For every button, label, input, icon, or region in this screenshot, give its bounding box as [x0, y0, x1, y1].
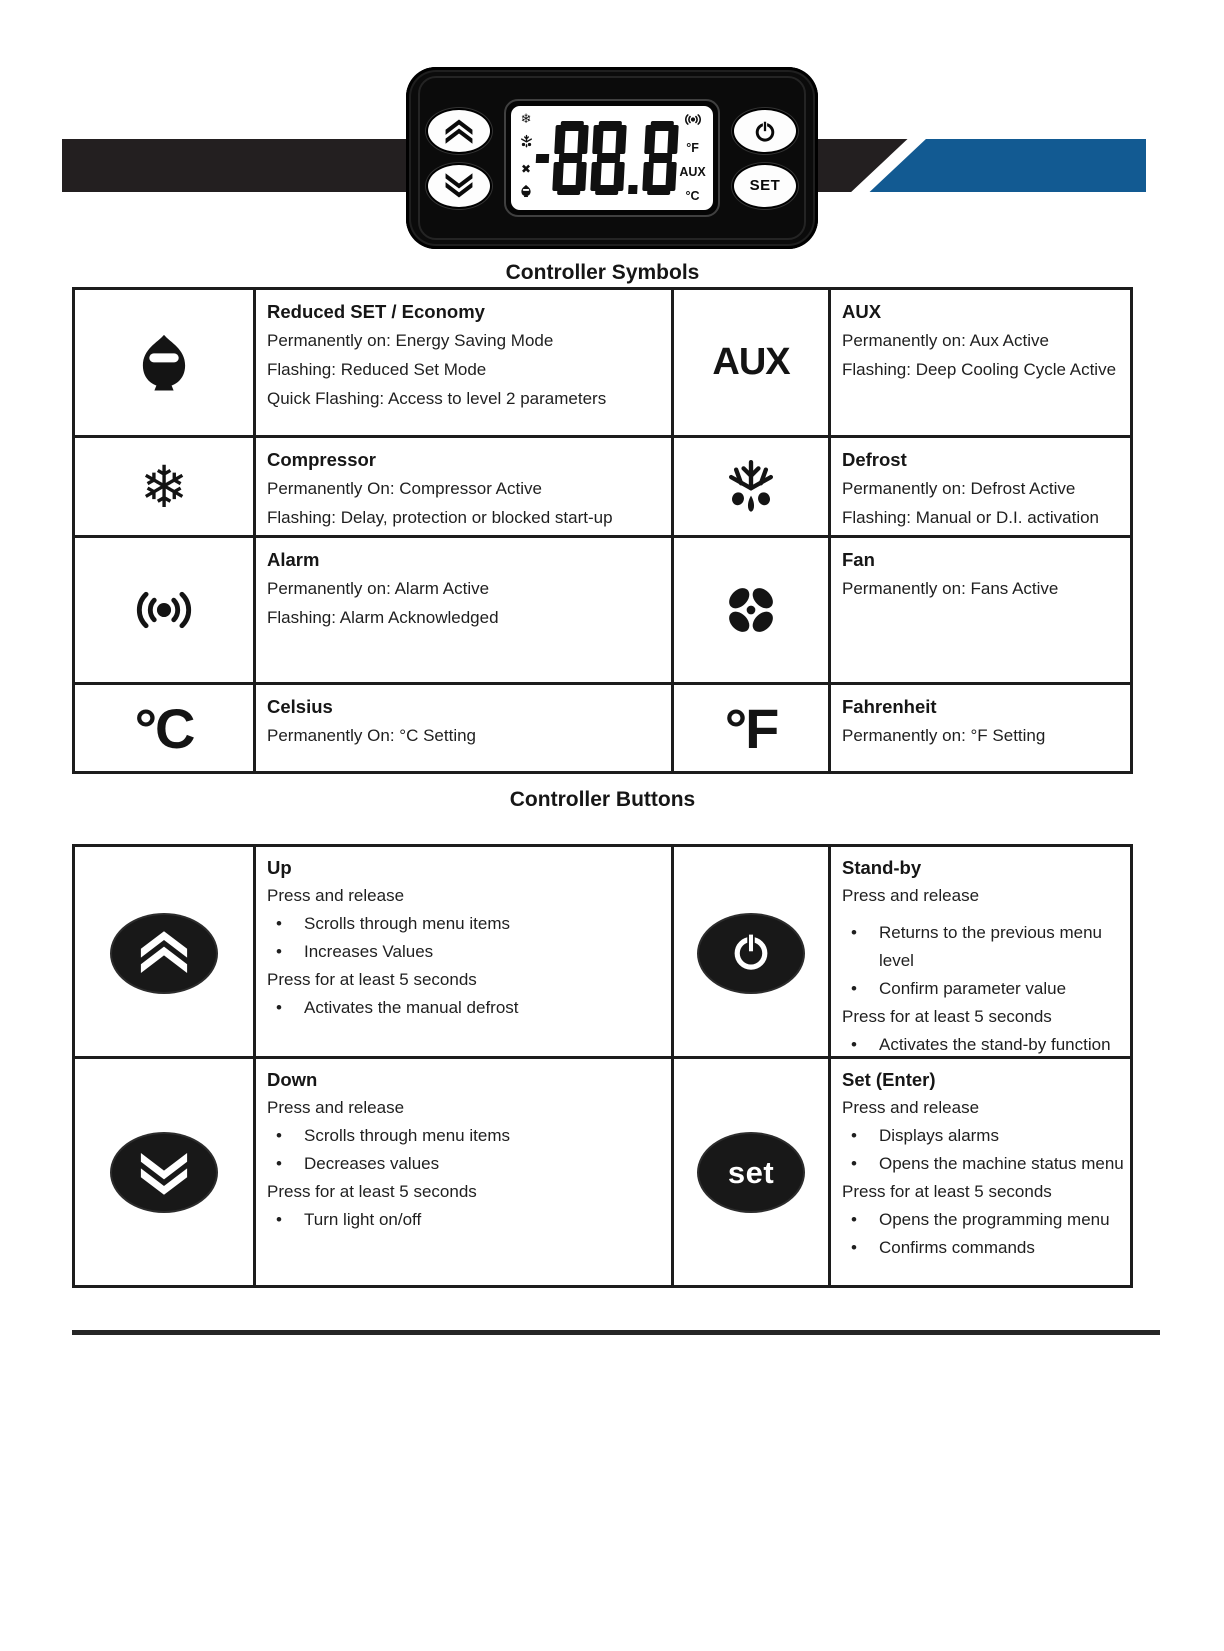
- press-5s-label: Press for at least 5 seconds: [842, 1182, 1052, 1201]
- cell-line: Permanently on: Alarm Active: [267, 579, 490, 598]
- defrost-icon: [519, 134, 534, 154]
- lcd-display: [511, 106, 713, 210]
- bullet-item: • Displays alarms: [842, 1122, 1126, 1150]
- down-button-icon: [75, 1059, 253, 1285]
- symbols-heading: Controller Symbols: [505, 261, 700, 284]
- symbol-desc-aux: [828, 290, 1130, 435]
- economy-icon: [75, 290, 253, 435]
- defrost-icon: [671, 438, 828, 535]
- cell-title: Down: [267, 1069, 318, 1090]
- cell-title: Set (Enter): [842, 1069, 936, 1090]
- device-left-buttons: [428, 110, 490, 207]
- cell-title: Alarm: [267, 549, 320, 570]
- bullet-item: • Turn light on/off: [267, 1206, 667, 1234]
- bullet-item: • Opens the programming menu: [842, 1206, 1126, 1234]
- chevrons-down-icon: [136, 1148, 192, 1197]
- set-button-label: set: [727, 1154, 775, 1190]
- cell-line: Quick Flashing: Access to level 2 parameters: [267, 389, 607, 408]
- fan-icon: [671, 538, 828, 682]
- device-set-button: [734, 165, 796, 207]
- bullet-item: • Confirm parameter value: [842, 975, 1126, 1003]
- lcd-fahrenheit-label: °F: [686, 141, 699, 155]
- table-row: [75, 847, 1130, 1056]
- table-row: [75, 435, 1130, 535]
- buttons-table: [72, 844, 1133, 1288]
- lcd-right-icons: [679, 113, 706, 203]
- press-release-label: Press and release: [842, 1098, 980, 1117]
- table-row: [75, 290, 1130, 435]
- chevrons-up-icon: [443, 118, 475, 144]
- compressor-icon: ❄: [520, 112, 532, 127]
- symbol-desc-economy: [253, 290, 671, 435]
- alarm-icon: [75, 538, 253, 682]
- set-button-label: SET: [749, 177, 781, 194]
- button-desc-up: [253, 847, 671, 1059]
- button-desc-set: [828, 1059, 1130, 1285]
- press-5s-label: Press for at least 5 seconds: [267, 970, 477, 989]
- bullet-item: • Increases Values: [267, 938, 667, 966]
- footer-rule: [72, 1330, 1160, 1335]
- lcd-bezel: [504, 99, 720, 217]
- celsius-icon: °C: [134, 696, 194, 760]
- fahrenheit-icon: °F: [671, 685, 828, 771]
- cell-line: Permanently On: Compressor Active: [267, 479, 542, 498]
- cell-line: Permanently on: Aux Active: [842, 331, 1049, 350]
- fan-x-icon: ✖: [521, 161, 532, 176]
- power-icon: [752, 118, 778, 144]
- press-release-label: Press and release: [267, 1098, 405, 1117]
- bullet-item: • Decreases values: [267, 1150, 667, 1178]
- aux-icon: AUX: [671, 290, 828, 435]
- cell-line: Permanently on: Fans Active: [842, 579, 1059, 598]
- symbol-desc-alarm: [253, 538, 671, 682]
- up-button-icon: [75, 847, 253, 1059]
- cell-line: Flashing: Delay, protection or blocked start-up: [267, 508, 613, 527]
- device-right-buttons: [734, 110, 796, 207]
- bullet-item: • Returns to the previous menu level: [842, 919, 1126, 975]
- bullet-item: • Confirms commands: [842, 1234, 1126, 1262]
- cell-line: Permanently on: Energy Saving Mode: [267, 331, 554, 350]
- economy-icon: [519, 184, 533, 203]
- cell-line: Flashing: Manual or D.I. activation: [842, 508, 1100, 527]
- symbol-desc-celsius: [253, 685, 671, 771]
- table-row: [75, 1056, 1130, 1285]
- device-up-button: [428, 110, 490, 152]
- device-standby-button: [734, 110, 796, 152]
- cell-title: AUX: [842, 301, 882, 322]
- compressor-icon: ❄: [139, 452, 189, 521]
- cell-line: Flashing: Deep Cooling Cycle Active: [842, 360, 1117, 379]
- lcd-aux-label: AUX: [679, 165, 706, 179]
- press-5s-label: Press for at least 5 seconds: [842, 1007, 1052, 1026]
- bullet-item: • Activates the manual defrost: [267, 994, 667, 1022]
- cell-title: Celsius: [267, 696, 333, 717]
- press-release-label: Press and release: [267, 886, 405, 905]
- chevrons-down-icon: [443, 173, 475, 199]
- standby-button-icon: [671, 847, 828, 1059]
- cell-title: Fahrenheit: [842, 696, 937, 717]
- chevrons-up-icon: [136, 929, 192, 978]
- table-row: [75, 535, 1130, 682]
- cell-line: Flashing: Reduced Set Mode: [267, 360, 487, 379]
- cell-line: Flashing: Alarm Acknowledged: [267, 608, 499, 627]
- lcd-celsius-label: °C: [685, 189, 700, 203]
- cell-line: Permanently on: Defrost Active: [842, 479, 1076, 498]
- device-down-button: [428, 165, 490, 207]
- symbol-desc-fan: [828, 538, 1130, 682]
- cell-title: Defrost: [842, 449, 907, 470]
- press-5s-label: Press for at least 5 seconds: [267, 1182, 477, 1201]
- symbol-desc-compressor: [253, 438, 671, 535]
- power-icon: [728, 928, 774, 979]
- bullet-item: • Activates the stand-by function: [842, 1031, 1126, 1059]
- cell-line: Permanently On: °C Setting: [267, 726, 477, 745]
- button-desc-down: [253, 1059, 671, 1285]
- set-button-icon: [671, 1059, 828, 1285]
- cell-title: Stand-by: [842, 857, 922, 878]
- symbol-desc-fahrenheit: [828, 685, 1130, 771]
- bullet-item: • Scrolls through menu items: [267, 910, 667, 938]
- press-release-label: Press and release: [842, 886, 980, 905]
- symbol-desc-defrost: [828, 438, 1130, 535]
- cell-line: Permanently on: °F Setting: [842, 726, 1046, 745]
- cell-title: Reduced SET / Economy: [267, 301, 485, 322]
- controller-device: [406, 67, 818, 249]
- lcd-digits: [534, 121, 679, 195]
- symbols-table: [72, 287, 1133, 774]
- lcd-left-icons: [518, 113, 534, 203]
- buttons-heading: Controller Buttons: [509, 788, 696, 811]
- cell-title: Up: [267, 857, 292, 878]
- bullet-item: • Opens the machine status menu: [842, 1150, 1126, 1178]
- alarm-icon: [681, 113, 705, 131]
- cell-title: Compressor: [267, 449, 376, 470]
- cell-title: Fan: [842, 549, 875, 570]
- button-desc-standby: [828, 847, 1130, 1059]
- bullet-item: • Scrolls through menu items: [267, 1122, 667, 1150]
- table-row: [75, 682, 1130, 771]
